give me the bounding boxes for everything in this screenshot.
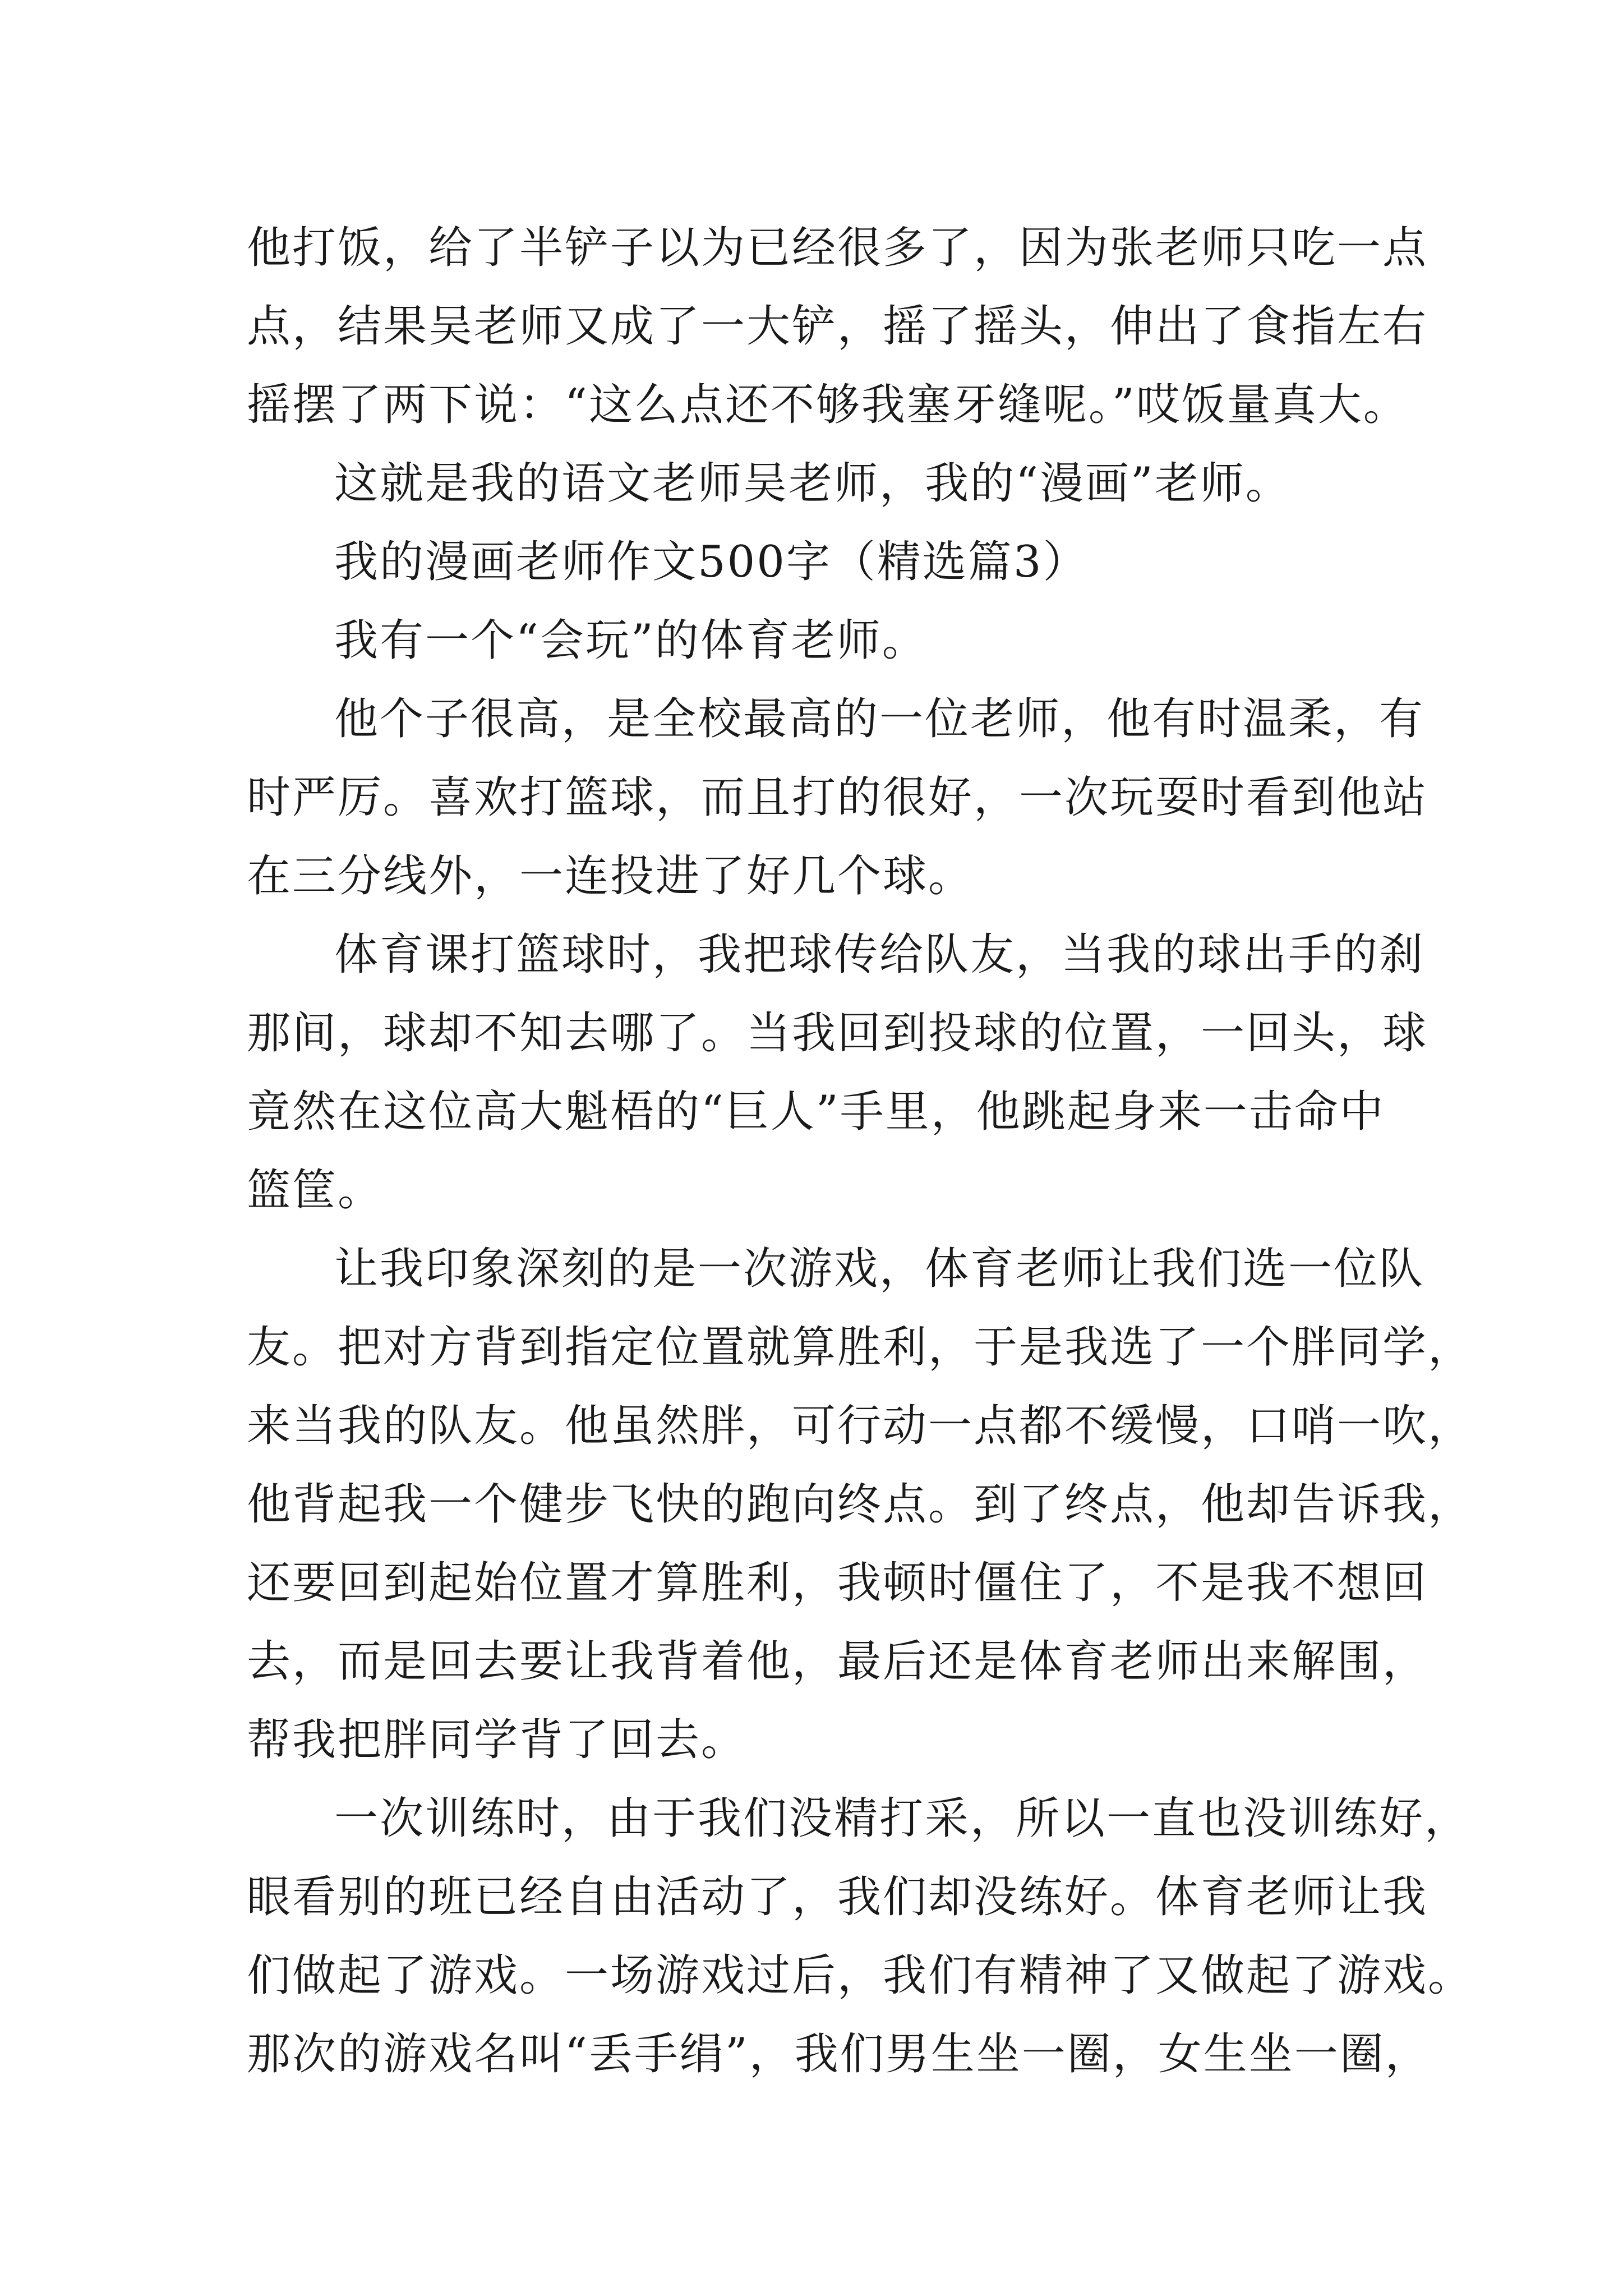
section-heading: 我的漫画老师作文500字（精选篇3）: [334, 537, 1089, 587]
text-line: 摇摆了两下说：“这么点还不够我塞牙缝呢。”哎饭量真大。: [247, 380, 1409, 430]
text-line: 友。把对方背到指定位置就算胜利，于是我选了一个胖同学，: [247, 1322, 1474, 1373]
text-line: 眼看别的班已经自由活动了，我们却没练好。体育老师让我: [247, 1872, 1428, 1922]
text-line: 点，结果吴老师又成了一大铲，摇了摇头，伸出了食指左右: [247, 301, 1428, 352]
paragraph-line: 体育课打篮球时，我把球传给队友，当我的球出手的刹: [334, 930, 1425, 980]
paragraph-line: 他个子很高，是全校最高的一位老师，他有时温柔，有: [334, 694, 1425, 744]
text-line: 在三分线外，一连投进了好几个球。: [247, 851, 974, 901]
paragraph-line: 让我印象深刻的是一次游戏，体育老师让我们选一位队: [334, 1244, 1425, 1294]
text-line: 竟然在这位高大魁梧的“巨人”手里，他跳起身来一击命中: [247, 1087, 1385, 1137]
paragraph-line: 一次训练时，由于我们没精打采，所以一直也没训练好，: [334, 1793, 1470, 1844]
paragraph-line: 我有一个“会玩”的体育老师。: [334, 615, 928, 666]
text-line: 篮筐。: [247, 1165, 384, 1216]
text-line: 那次的游戏名叫“丢手绢”，我们男生坐一圈，女生坐一圈，: [247, 2029, 1431, 2079]
text-line: 去，而是回去要让我背着他，最后还是体育老师出来解围，: [247, 1636, 1428, 1687]
document-body: [247, 209, 1474, 2093]
text-line: 他背起我一个健步飞快的跑向终点。到了终点，他却告诉我，: [247, 1479, 1474, 1530]
text-line: 时严厉。喜欢打篮球，而且打的很好，一次玩耍时看到他站: [247, 772, 1428, 823]
text-line: 们做起了游戏。一场游戏过后，我们有精神了又做起了游戏。: [247, 1950, 1474, 2001]
text-line: 那间，球却不知去哪了。当我回到投球的位置，一回头，球: [247, 1008, 1428, 1059]
text-line: 帮我把胖同学背了回去。: [247, 1715, 747, 1765]
paragraph-line: 这就是我的语文老师吴老师，我的“漫画”老师。: [334, 458, 1291, 509]
text-line: 来当我的队友。他虽然胖，可行动一点都不缓慢，口哨一吹，: [247, 1401, 1474, 1451]
text-line: 他打饭，给了半铲子以为已经很多了，因为张老师只吃一点: [247, 223, 1428, 273]
text-line: 还要回到起始位置才算胜利，我顿时僵住了，不是我不想回: [247, 1558, 1428, 1608]
